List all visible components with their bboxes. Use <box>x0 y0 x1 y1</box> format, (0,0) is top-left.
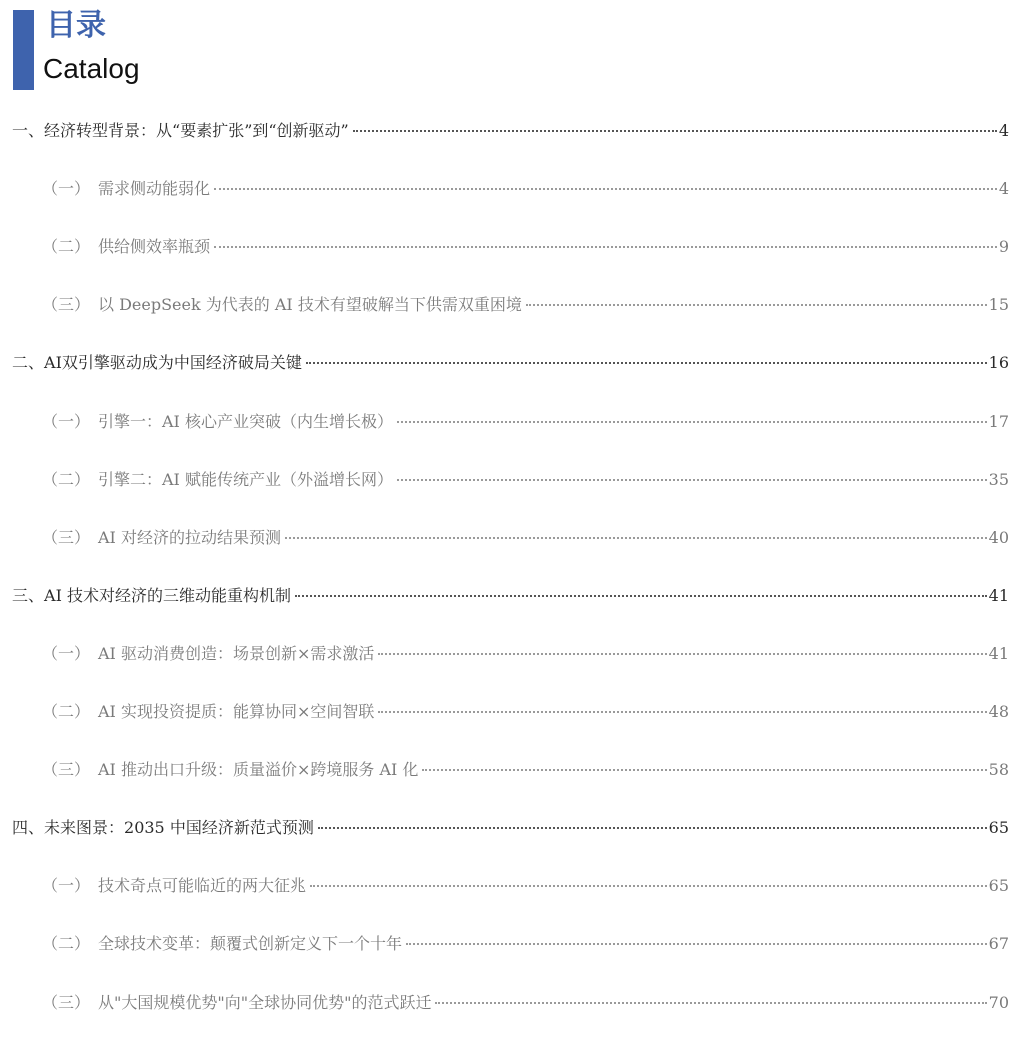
toc-page-number: 9 <box>998 237 1009 256</box>
page-subtitle: Catalog <box>43 53 140 84</box>
toc-page-number: 67 <box>988 934 1009 953</box>
toc-dot-leader <box>318 827 987 829</box>
toc-chapter-entry[interactable] <box>12 118 1009 144</box>
toc-entry-title: AI 推动出口升级：质量溢价×跨境服务 AI 化 <box>98 760 419 779</box>
toc-entry-title: 未来图景：2035 中国经济新范式预测 <box>44 818 314 837</box>
toc-section-entry[interactable] <box>42 641 1009 667</box>
toc-dot-leader <box>295 595 987 597</box>
toc-entry-title: 从"大国规模优势"向"全球协同优势"的范式跃迁 <box>98 993 432 1012</box>
toc-page-number: 70 <box>988 993 1009 1012</box>
toc-page-number: 48 <box>988 702 1009 721</box>
toc-section-entry[interactable] <box>42 467 1009 493</box>
toc-chapter-entry[interactable] <box>12 583 1009 609</box>
toc-page-number: 40 <box>988 528 1009 547</box>
toc-entry-number: （一） <box>42 412 91 431</box>
toc-section-entry[interactable] <box>42 757 1009 783</box>
toc-entry-title: AI 实现投资提质：能算协同×空间智联 <box>98 702 375 721</box>
toc-entry-number: 三、 <box>12 586 45 605</box>
toc-entry-title: AI双引擎驱动成为中国经济破局关键 <box>44 353 302 372</box>
toc-section-entry[interactable] <box>42 409 1009 435</box>
toc-dot-leader <box>397 479 987 481</box>
toc-dot-leader <box>435 1002 986 1004</box>
toc-section-entry[interactable] <box>42 699 1009 725</box>
toc-page-number: 15 <box>988 295 1009 314</box>
toc-section-entry[interactable] <box>42 525 1009 551</box>
toc-section-entry[interactable] <box>42 234 1009 260</box>
toc-page-number: 58 <box>988 760 1009 779</box>
toc-entry-number: （三） <box>42 760 91 779</box>
toc-entry-number: （三） <box>42 295 91 314</box>
toc-entry-number: （二） <box>42 702 91 721</box>
toc-section-entry[interactable] <box>42 931 1009 957</box>
toc-entry-title: 全球技术变革：颠覆式创新定义下一个十年 <box>98 934 403 953</box>
toc-dot-leader <box>378 653 986 655</box>
toc-page-number: 65 <box>988 876 1009 895</box>
toc-entry-title: AI 技术对经济的三维动能重构机制 <box>44 586 291 605</box>
toc-entry-title: 技术奇点可能临近的两大征兆 <box>98 876 307 895</box>
toc-entry-number: 一、 <box>12 121 45 140</box>
toc-page-number: 16 <box>988 353 1009 372</box>
toc-entry-title: 引擎一：AI 核心产业突破（内生增长极） <box>98 412 393 431</box>
toc-entry-number: （二） <box>42 237 91 256</box>
toc-entry-number: 四、 <box>12 818 45 837</box>
toc-entry-title: 需求侧动能弱化 <box>98 179 211 198</box>
toc-entry-title: 以 DeepSeek 为代表的 AI 技术有望破解当下供需双重困境 <box>98 295 522 314</box>
toc-page-number: 41 <box>988 644 1009 663</box>
toc-page-number: 65 <box>988 818 1009 837</box>
toc-dot-leader <box>526 304 987 306</box>
toc-page-number: 17 <box>988 412 1009 431</box>
toc-dot-leader <box>378 711 986 713</box>
page-title: 目录 <box>46 8 106 43</box>
toc-section-entry[interactable] <box>42 292 1009 318</box>
toc-page-number: 4 <box>998 179 1009 198</box>
toc-entry-number: （三） <box>42 993 91 1012</box>
toc-entry-number: （三） <box>42 528 91 547</box>
toc-page-number: 4 <box>998 121 1009 140</box>
toc-entry-title: 供给侧效率瓶颈 <box>98 237 211 256</box>
toc-section-entry[interactable] <box>42 873 1009 899</box>
toc-dot-leader <box>285 537 987 539</box>
toc-chapter-entry[interactable] <box>12 815 1009 841</box>
toc-page-number: 41 <box>988 586 1009 605</box>
toc-entry-title: AI 驱动消费创造：场景创新×需求激活 <box>98 644 375 663</box>
toc-entry-number: （一） <box>42 644 91 663</box>
toc-dot-leader <box>214 246 997 248</box>
toc-dot-leader <box>422 769 986 771</box>
toc-dot-leader <box>353 130 997 132</box>
toc-dot-leader <box>397 421 987 423</box>
toc-page-number: 35 <box>988 470 1009 489</box>
toc-section-entry[interactable] <box>42 990 1009 1016</box>
toc-dot-leader <box>406 943 987 945</box>
toc-section-entry[interactable] <box>42 176 1009 202</box>
toc-entry-number: 二、 <box>12 353 45 372</box>
toc-entry-title: 经济转型背景：从“要素扩张”到“创新驱动” <box>44 121 349 140</box>
toc-dot-leader <box>306 362 987 364</box>
toc-entry-title: 引擎二：AI 赋能传统产业（外溢增长网） <box>98 470 393 489</box>
toc-dot-leader <box>214 188 997 190</box>
toc-dot-leader <box>310 885 987 887</box>
toc-entry-number: （二） <box>42 470 91 489</box>
toc-entry-number: （二） <box>42 934 91 953</box>
toc-entry-number: （一） <box>42 876 91 895</box>
toc-entry-number: （一） <box>42 179 91 198</box>
toc-entry-title: AI 对经济的拉动结果预测 <box>98 528 281 547</box>
toc-chapter-entry[interactable] <box>12 350 1009 376</box>
